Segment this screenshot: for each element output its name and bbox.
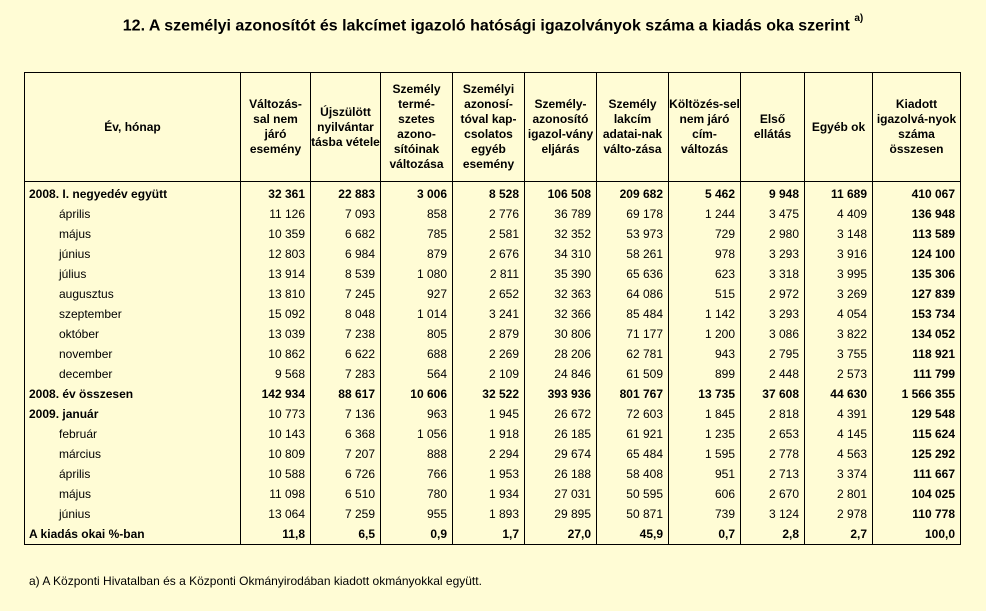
value-cell: 2 778 (741, 444, 805, 464)
value-cell: 85 484 (597, 304, 669, 324)
value-cell: 739 (669, 504, 741, 524)
title-footnote-mark: a) (854, 13, 864, 24)
value-cell: 2 879 (453, 324, 525, 344)
value-cell: 6 984 (311, 244, 381, 264)
value-cell: 1 080 (381, 264, 453, 284)
header-cell-total: Kiadott igazolvá-nyok száma összesen (873, 73, 961, 182)
value-cell: 0,9 (381, 524, 453, 545)
value-cell: 7 259 (311, 504, 381, 524)
value-cell: 10 862 (241, 344, 311, 364)
value-cell: 32 363 (525, 284, 597, 304)
value-cell: 4 409 (805, 204, 873, 224)
value-cell: 955 (381, 504, 453, 524)
row-label: 2009. január (25, 404, 241, 424)
value-cell: 2 978 (805, 504, 873, 524)
value-cell: 888 (381, 444, 453, 464)
value-cell: 27,0 (525, 524, 597, 545)
value-cell: 10 588 (241, 464, 311, 484)
value-cell: 10 773 (241, 404, 311, 424)
table-row (25, 304, 961, 324)
value-cell: 4 391 (805, 404, 873, 424)
value-cell: 58 261 (597, 244, 669, 264)
row-label: február (25, 424, 241, 444)
value-cell: 801 767 (597, 384, 669, 404)
value-cell: 13 810 (241, 284, 311, 304)
value-cell: 32 352 (525, 224, 597, 244)
value-cell: 943 (669, 344, 741, 364)
table-row (25, 204, 961, 224)
value-cell: 2 676 (453, 244, 525, 264)
value-cell: 209 682 (597, 182, 669, 205)
value-cell: 36 789 (525, 204, 597, 224)
row-label: szeptember (25, 304, 241, 324)
value-cell: 4 145 (805, 424, 873, 444)
value-cell: 1 595 (669, 444, 741, 464)
value-cell: 2 109 (453, 364, 525, 384)
total-cell: 113 589 (873, 224, 961, 244)
value-cell: 9 948 (741, 182, 805, 205)
value-cell: 2 573 (805, 364, 873, 384)
value-cell: 2 670 (741, 484, 805, 504)
header-cell-natural-id-change: Személy termé-szetes azono-sítóinak változása (381, 73, 453, 182)
value-cell: 50 595 (597, 484, 669, 504)
value-cell: 32 361 (241, 182, 311, 205)
value-cell: 879 (381, 244, 453, 264)
row-label: május (25, 484, 241, 504)
total-cell: 127 839 (873, 284, 961, 304)
value-cell: 28 206 (525, 344, 597, 364)
value-cell: 58 408 (597, 464, 669, 484)
value-cell: 4 563 (805, 444, 873, 464)
table-body (25, 182, 961, 545)
row-label: október (25, 324, 241, 344)
total-cell: 134 052 (873, 324, 961, 344)
value-cell: 10 143 (241, 424, 311, 444)
value-cell: 142 934 (241, 384, 311, 404)
value-cell: 3 269 (805, 284, 873, 304)
value-cell: 2 801 (805, 484, 873, 504)
header-row (25, 73, 961, 182)
value-cell: 2,8 (741, 524, 805, 545)
value-cell: 606 (669, 484, 741, 504)
value-cell: 12 803 (241, 244, 311, 264)
title-text: 12. A személyi azonosítót és lakcímet igazoló hatósági igazolványok száma a kiadás oka szerint (122, 17, 850, 35)
header-cell-other-id-event: Személyi azonosí-tóval kap-csolatos egyéb esemény (453, 73, 525, 182)
value-cell: 1 945 (453, 404, 525, 424)
row-label: június (25, 504, 241, 524)
value-cell: 10 606 (381, 384, 453, 404)
value-cell: 88 617 (311, 384, 381, 404)
table-row (25, 504, 961, 524)
value-cell: 1 056 (381, 424, 453, 444)
value-cell: 11 689 (805, 182, 873, 205)
value-cell: 1 235 (669, 424, 741, 444)
header-cell-id-card-procedure: Személy-azonosító igazol-vány eljárás (525, 73, 597, 182)
value-cell: 26 672 (525, 404, 597, 424)
value-cell: 623 (669, 264, 741, 284)
value-cell: 564 (381, 364, 453, 384)
value-cell: 688 (381, 344, 453, 364)
value-cell: 106 508 (525, 182, 597, 205)
value-cell: 29 674 (525, 444, 597, 464)
value-cell: 899 (669, 364, 741, 384)
value-cell: 2 448 (741, 364, 805, 384)
value-cell: 5 462 (669, 182, 741, 205)
table-row (25, 404, 961, 424)
value-cell: 10 809 (241, 444, 311, 464)
header-cell-address-change: Személy lakcím adatai-nak válto-zása (597, 73, 669, 182)
table-row (25, 524, 961, 545)
value-cell: 61 921 (597, 424, 669, 444)
value-cell: 1 918 (453, 424, 525, 444)
value-cell: 10 359 (241, 224, 311, 244)
value-cell: 30 806 (525, 324, 597, 344)
value-cell: 26 185 (525, 424, 597, 444)
value-cell: 805 (381, 324, 453, 344)
header-cell-other-reason: Egyéb ok (805, 73, 873, 182)
value-cell: 61 509 (597, 364, 669, 384)
value-cell: 22 883 (311, 182, 381, 205)
total-cell: 115 624 (873, 424, 961, 444)
total-cell: 135 306 (873, 264, 961, 284)
value-cell: 8 048 (311, 304, 381, 324)
value-cell: 50 871 (597, 504, 669, 524)
value-cell: 951 (669, 464, 741, 484)
value-cell: 6,5 (311, 524, 381, 545)
total-cell: 111 667 (873, 464, 961, 484)
value-cell: 11 098 (241, 484, 311, 504)
table-row (25, 464, 961, 484)
value-cell: 1 845 (669, 404, 741, 424)
value-cell: 3 293 (741, 244, 805, 264)
table-row (25, 384, 961, 404)
row-label: 2008. I. negyedév együtt (25, 182, 241, 205)
table-row (25, 364, 961, 384)
value-cell: 3 293 (741, 304, 805, 324)
table-row (25, 284, 961, 304)
value-cell: 3 148 (805, 224, 873, 244)
value-cell: 2 713 (741, 464, 805, 484)
value-cell: 3 916 (805, 244, 873, 264)
header-cell-address-change-no-move: Költözés-sel nem járó cím-változás (669, 73, 741, 182)
value-cell: 3 241 (453, 304, 525, 324)
row-label: július (25, 264, 241, 284)
table-row (25, 264, 961, 284)
value-cell: 3 475 (741, 204, 805, 224)
value-cell: 69 178 (597, 204, 669, 224)
total-cell: 110 778 (873, 504, 961, 524)
value-cell: 65 636 (597, 264, 669, 284)
value-cell: 927 (381, 284, 453, 304)
value-cell: 3 822 (805, 324, 873, 344)
data-table (24, 72, 961, 545)
value-cell: 0,7 (669, 524, 741, 545)
value-cell: 65 484 (597, 444, 669, 464)
value-cell: 2 795 (741, 344, 805, 364)
value-cell: 1 934 (453, 484, 525, 504)
total-cell: 118 921 (873, 344, 961, 364)
value-cell: 11 126 (241, 204, 311, 224)
value-cell: 1 142 (669, 304, 741, 324)
value-cell: 32 522 (453, 384, 525, 404)
total-cell: 100,0 (873, 524, 961, 545)
value-cell: 3 995 (805, 264, 873, 284)
value-cell: 7 207 (311, 444, 381, 464)
value-cell: 13 039 (241, 324, 311, 344)
value-cell: 3 124 (741, 504, 805, 524)
value-cell: 1,7 (453, 524, 525, 545)
total-cell: 104 025 (873, 484, 961, 504)
value-cell: 515 (669, 284, 741, 304)
value-cell: 785 (381, 224, 453, 244)
row-label: november (25, 344, 241, 364)
value-cell: 3 374 (805, 464, 873, 484)
value-cell: 780 (381, 484, 453, 504)
value-cell: 3 006 (381, 182, 453, 205)
value-cell: 766 (381, 464, 453, 484)
value-cell: 13 064 (241, 504, 311, 524)
table-row (25, 424, 961, 444)
value-cell: 2 652 (453, 284, 525, 304)
value-cell: 858 (381, 204, 453, 224)
header-cell-newborn: Újszülött nyilvántar tásba vétele (311, 73, 381, 182)
row-label: 2008. év összesen (25, 384, 241, 404)
table-row (25, 244, 961, 264)
table-title (0, 13, 986, 35)
value-cell: 35 390 (525, 264, 597, 284)
total-cell: 1 566 355 (873, 384, 961, 404)
header-cell-first-issue: Első ellátás (741, 73, 805, 182)
value-cell: 29 895 (525, 504, 597, 524)
value-cell: 9 568 (241, 364, 311, 384)
value-cell: 34 310 (525, 244, 597, 264)
value-cell: 2 818 (741, 404, 805, 424)
total-cell: 125 292 (873, 444, 961, 464)
total-cell: 153 734 (873, 304, 961, 324)
value-cell: 53 973 (597, 224, 669, 244)
value-cell: 6 368 (311, 424, 381, 444)
value-cell: 1 953 (453, 464, 525, 484)
value-cell: 26 188 (525, 464, 597, 484)
row-label: december (25, 364, 241, 384)
value-cell: 45,9 (597, 524, 669, 545)
table-row (25, 344, 961, 364)
value-cell: 3 755 (805, 344, 873, 364)
value-cell: 27 031 (525, 484, 597, 504)
value-cell: 62 781 (597, 344, 669, 364)
value-cell: 7 136 (311, 404, 381, 424)
value-cell: 13 914 (241, 264, 311, 284)
row-label: június (25, 244, 241, 264)
value-cell: 2 269 (453, 344, 525, 364)
value-cell: 32 366 (525, 304, 597, 324)
value-cell: 2 581 (453, 224, 525, 244)
row-label: május (25, 224, 241, 244)
total-cell: 124 100 (873, 244, 961, 264)
value-cell: 2,7 (805, 524, 873, 545)
total-cell: 111 799 (873, 364, 961, 384)
value-cell: 978 (669, 244, 741, 264)
value-cell: 7 283 (311, 364, 381, 384)
value-cell: 2 980 (741, 224, 805, 244)
value-cell: 15 092 (241, 304, 311, 324)
value-cell: 72 603 (597, 404, 669, 424)
row-label: április (25, 204, 241, 224)
row-label: augusztus (25, 284, 241, 304)
row-label: március (25, 444, 241, 464)
value-cell: 1 244 (669, 204, 741, 224)
value-cell: 963 (381, 404, 453, 424)
total-cell: 129 548 (873, 404, 961, 424)
total-cell: 136 948 (873, 204, 961, 224)
value-cell: 71 177 (597, 324, 669, 344)
table-row (25, 224, 961, 244)
value-cell: 3 318 (741, 264, 805, 284)
value-cell: 8 528 (453, 182, 525, 205)
value-cell: 2 294 (453, 444, 525, 464)
value-cell: 2 972 (741, 284, 805, 304)
value-cell: 6 510 (311, 484, 381, 504)
value-cell: 6 622 (311, 344, 381, 364)
value-cell: 44 630 (805, 384, 873, 404)
value-cell: 4 054 (805, 304, 873, 324)
value-cell: 2 776 (453, 204, 525, 224)
value-cell: 1 014 (381, 304, 453, 324)
table-row (25, 484, 961, 504)
footnote: a) A Központi Hivatalban és a Központi Okmányirodában kiadott okmányokkal együtt. (29, 574, 482, 588)
value-cell: 7 245 (311, 284, 381, 304)
value-cell: 2 653 (741, 424, 805, 444)
total-cell: 410 067 (873, 182, 961, 205)
row-label: A kiadás okai %-ban (25, 524, 241, 545)
value-cell: 1 200 (669, 324, 741, 344)
value-cell: 6 726 (311, 464, 381, 484)
header-cell-no-change: Változás-sal nem járó esemény (241, 73, 311, 182)
value-cell: 7 093 (311, 204, 381, 224)
row-label: április (25, 464, 241, 484)
value-cell: 11,8 (241, 524, 311, 545)
value-cell: 7 238 (311, 324, 381, 344)
value-cell: 3 086 (741, 324, 805, 344)
value-cell: 2 811 (453, 264, 525, 284)
value-cell: 37 608 (741, 384, 805, 404)
table-row (25, 444, 961, 464)
value-cell: 64 086 (597, 284, 669, 304)
value-cell: 13 735 (669, 384, 741, 404)
header-cell-period: Év, hónap (25, 73, 241, 182)
value-cell: 8 539 (311, 264, 381, 284)
value-cell: 393 936 (525, 384, 597, 404)
value-cell: 6 682 (311, 224, 381, 244)
value-cell: 1 893 (453, 504, 525, 524)
table-row (25, 324, 961, 344)
value-cell: 24 846 (525, 364, 597, 384)
value-cell: 729 (669, 224, 741, 244)
table-row (25, 182, 961, 205)
